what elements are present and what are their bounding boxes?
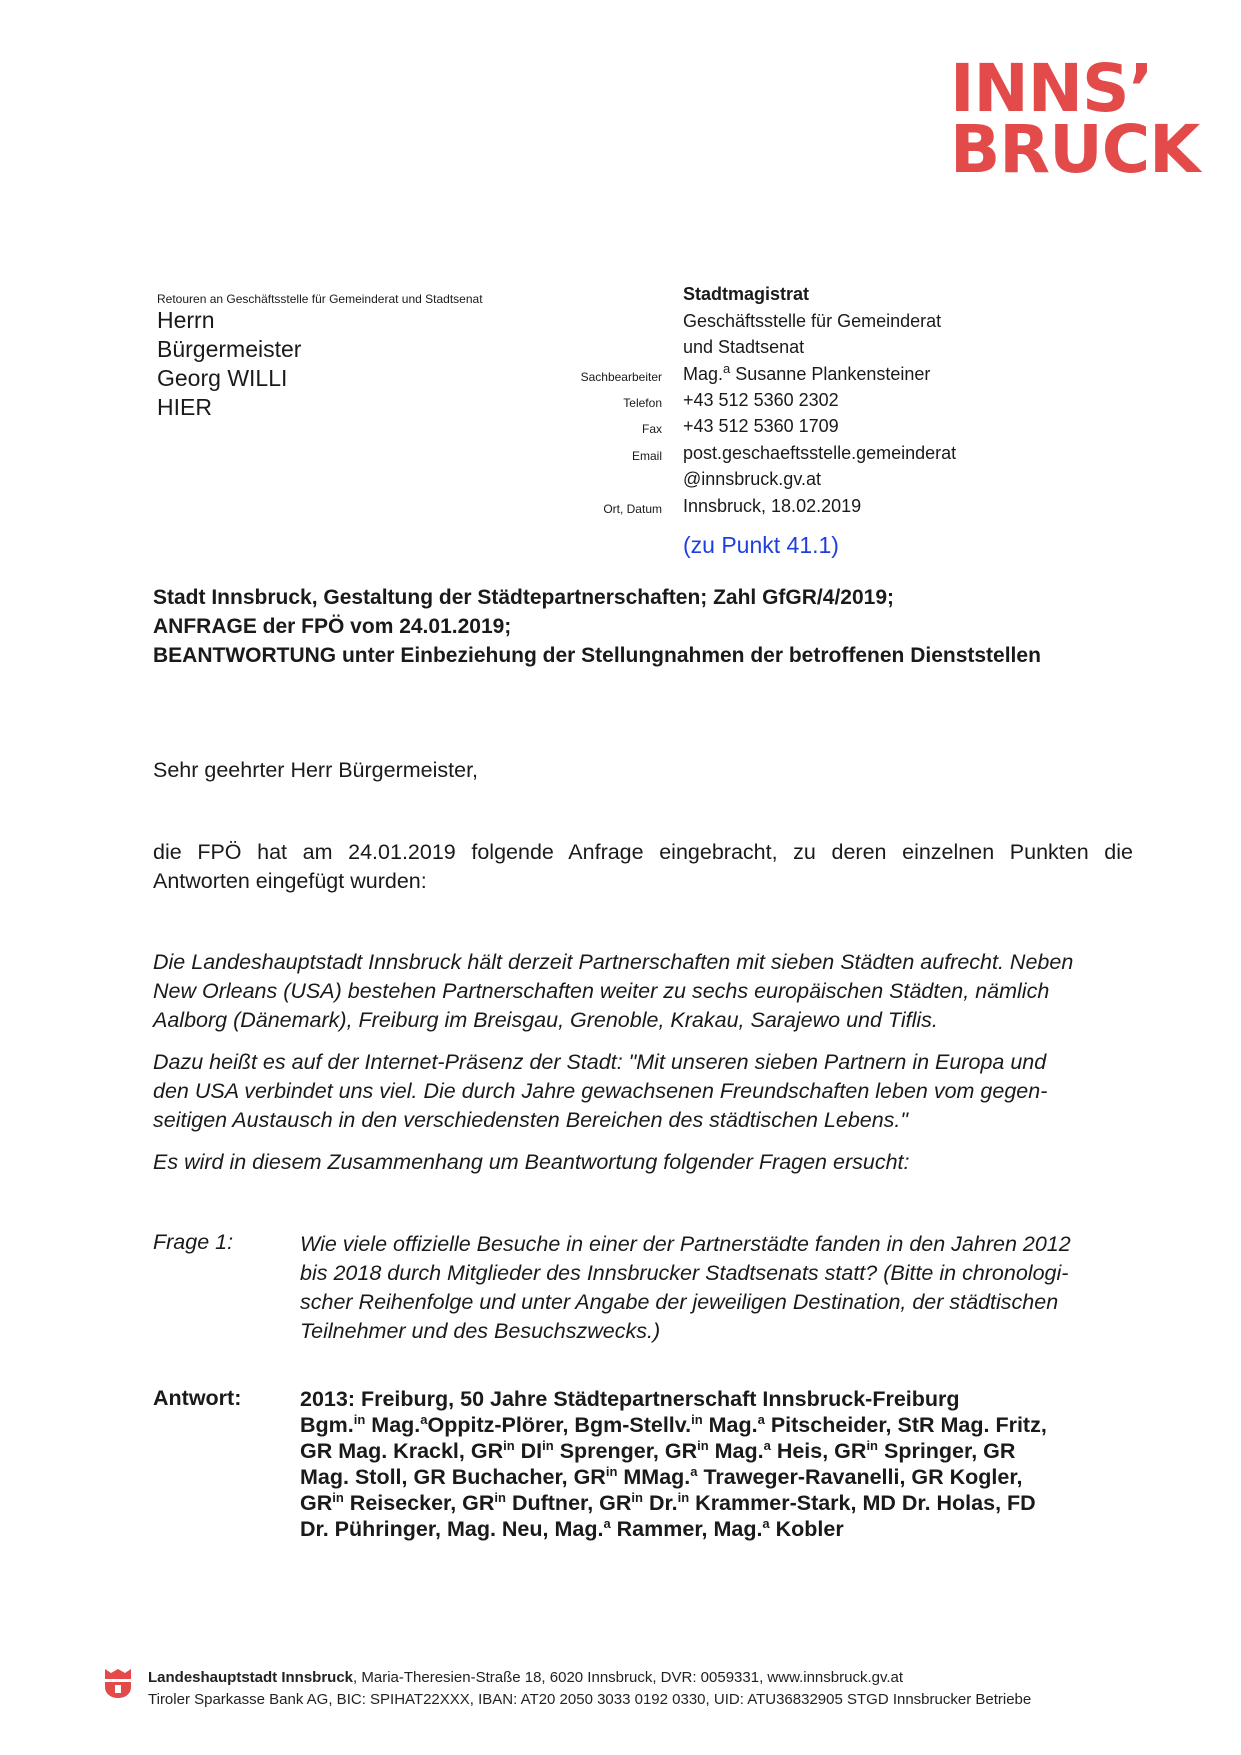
recipient-line: Herrn — [157, 307, 215, 333]
answer-line: $GR^{in}$ Reisecker, $GR^{in}$ Duftner, $GR^{in}$ Dr.$^{in}$ Krammer-Stark, MD Dr. Holas, FD — [300, 1489, 1036, 1515]
phone-label: Telefon — [623, 396, 662, 410]
contact-name-text: Susanne Plankensteiner — [730, 364, 931, 384]
footer-org: Landeshauptstadt Innsbruck — [148, 1669, 354, 1686]
answer-line: Dr. Pühringer, Mag. Neu, Mag.$^a$ Rammer, Mag.$^a$ Kobler — [300, 1515, 844, 1541]
intro-line: die FPÖ hat am 24.01.2019 folgende Anfrage eingebracht, zu deren einzelnen Punkten die — [153, 840, 1133, 864]
question-line: Wie viele offizielle Besuche in einer der Partnerstädte fanden in den Jahren 2012 — [300, 1232, 1071, 1256]
answer-line: 2013: Freiburg, 50 Jahre Städtepartnerschaft Innsbruck-Freiburg — [300, 1387, 960, 1411]
answer-line: Mag. Stoll, GR Buchacher, $GR^{in}$ MMag.$^a$ Traweger-Ravanelli, GR Kogler, — [300, 1463, 1023, 1489]
salutation: Sehr geehrter Herr Bürgermeister, — [153, 758, 479, 782]
inquiry-line: New Orleans (USA) bestehen Partnerschaften weiter zu sechs europäischen Städten, nämlich — [153, 979, 1050, 1003]
question-line: bis 2018 durch Mitglieder des Innsbrucker Stadtsenats statt? (Bitte in chronologi- — [300, 1261, 1069, 1285]
inquiry-paragraph-2 — [153, 1048, 1133, 1135]
logo-line-1: INNS’ — [950, 50, 1153, 127]
contact-name — [683, 361, 931, 385]
inquiry-line: Die Landeshauptstadt Innsbruck hält derzeit Partnerschaften mit sieben Städten aufrecht. Neben — [153, 950, 1074, 974]
contact-title-sup: a — [723, 361, 731, 376]
intro-paragraph — [153, 838, 1133, 896]
answer-label: Antwort: — [153, 1386, 242, 1410]
date-value: Innsbruck, 18.02.2019 — [683, 496, 862, 516]
email-value-line-1: post.geschaeftsstelle.gemeinderat — [683, 443, 957, 463]
question-text — [300, 1230, 1130, 1346]
question-label: Frage 1: — [153, 1230, 234, 1254]
sender-dept-line-1: Geschäftsstelle für Gemeinderat — [683, 311, 942, 331]
inquiry-line: seitigen Austausch in den verschiedensten Bereichen des städtischen Lebens." — [153, 1108, 909, 1132]
inquiry-line: Aalborg (Dänemark), Freiburg im Breisgau, Grenoble, Krakau, Sarajewo und Tiflis. — [153, 1008, 938, 1032]
inquiry-paragraph-3: Es wird in diesem Zusammenhang um Beantwortung folgender Fragen ersucht: — [153, 1150, 910, 1174]
recipient-line: Georg WILLI — [157, 365, 288, 391]
recipient-line: HIER — [157, 394, 212, 420]
phone-value: +43 512 5360 2302 — [683, 390, 839, 410]
intro-line: Antworten eingefügt wurden: — [153, 869, 427, 893]
footer-address: , Maria-Theresien-Straße 18, 6020 Innsbruck, DVR: 0059331, www.innsbruck.gv.at — [353, 1669, 904, 1686]
recipient-address — [157, 306, 301, 422]
inquiry-line: den USA verbindet uns viel. Die durch Jahre gewachsenen Freundschaften leben vom gegen- — [153, 1079, 1048, 1103]
question-line: Teilnehmer und des Besuchszwecks.) — [300, 1319, 661, 1343]
innsbruck-logo — [950, 50, 1200, 188]
answer-text — [300, 1386, 1130, 1542]
subject-block — [153, 583, 1041, 670]
email-value-line-2: @innsbruck.gv.at — [683, 469, 821, 489]
contact-title: Mag. — [683, 364, 724, 384]
sender-dept-line-2: und Stadtsenat — [683, 337, 805, 357]
contact-label: Sachbearbeiter — [580, 370, 662, 384]
fax-label: Fax — [641, 422, 662, 436]
reference-point: (zu Punkt 41.1) — [683, 532, 839, 558]
subject-line: Stadt Innsbruck, Gestaltung der Städtepartnerschaften; Zahl GfGR/4/2019; — [153, 586, 894, 609]
sender-org: Stadtmagistrat — [683, 284, 810, 304]
inquiry-line: Dazu heißt es auf der Internet-Präsenz der Stadt: "Mit unseren sieben Partnern in Europa und — [153, 1050, 1047, 1074]
question-line: scher Reihenfolge und unter Angabe der jeweiligen Destination, der städtischen — [300, 1290, 1059, 1314]
footer-line-2: Tiroler Sparkasse Bank AG, BIC: SPIHAT22XXX, IBAN: AT20 2050 3033 0192 0330, UID: ATU36832905 STGD Innsbrucker Betriebe — [148, 1691, 1032, 1708]
return-address-line: Retouren an Geschäftsstelle für Gemeinderat und Stadtsenat — [157, 292, 483, 306]
footer-line-1 — [148, 1669, 903, 1686]
answer-line: GR Mag. Krackl, $GR^{in}$ $DI^{in}$ Sprenger, $GR^{in}$ Mag.$^a$ Heis, $GR^{in}$ Springer, GR — [300, 1437, 1016, 1463]
date-label: Ort, Datum — [603, 502, 662, 516]
email-label: Email — [631, 449, 662, 463]
subject-line: ANFRAGE der FPÖ vom 24.01.2019; — [153, 615, 512, 638]
recipient-line: Bürgermeister — [157, 336, 302, 362]
city-crest-icon — [104, 1667, 132, 1699]
inquiry-paragraph-1 — [153, 948, 1133, 1035]
fax-value: +43 512 5360 1709 — [683, 416, 839, 436]
subject-line: BEANTWORTUNG unter Einbeziehung der Stellungnahmen der betroffenen Dienststellen — [153, 644, 1041, 667]
answer-line: Bgm.$^{in}$ Mag.$^a$Oppitz-Plörer, Bgm-Stellv.$^{in}$ Mag.$^a$ Pitscheider, StR Mag. Fritz, — [300, 1411, 1047, 1437]
logo-line-2: BRUCK — [950, 111, 1200, 188]
